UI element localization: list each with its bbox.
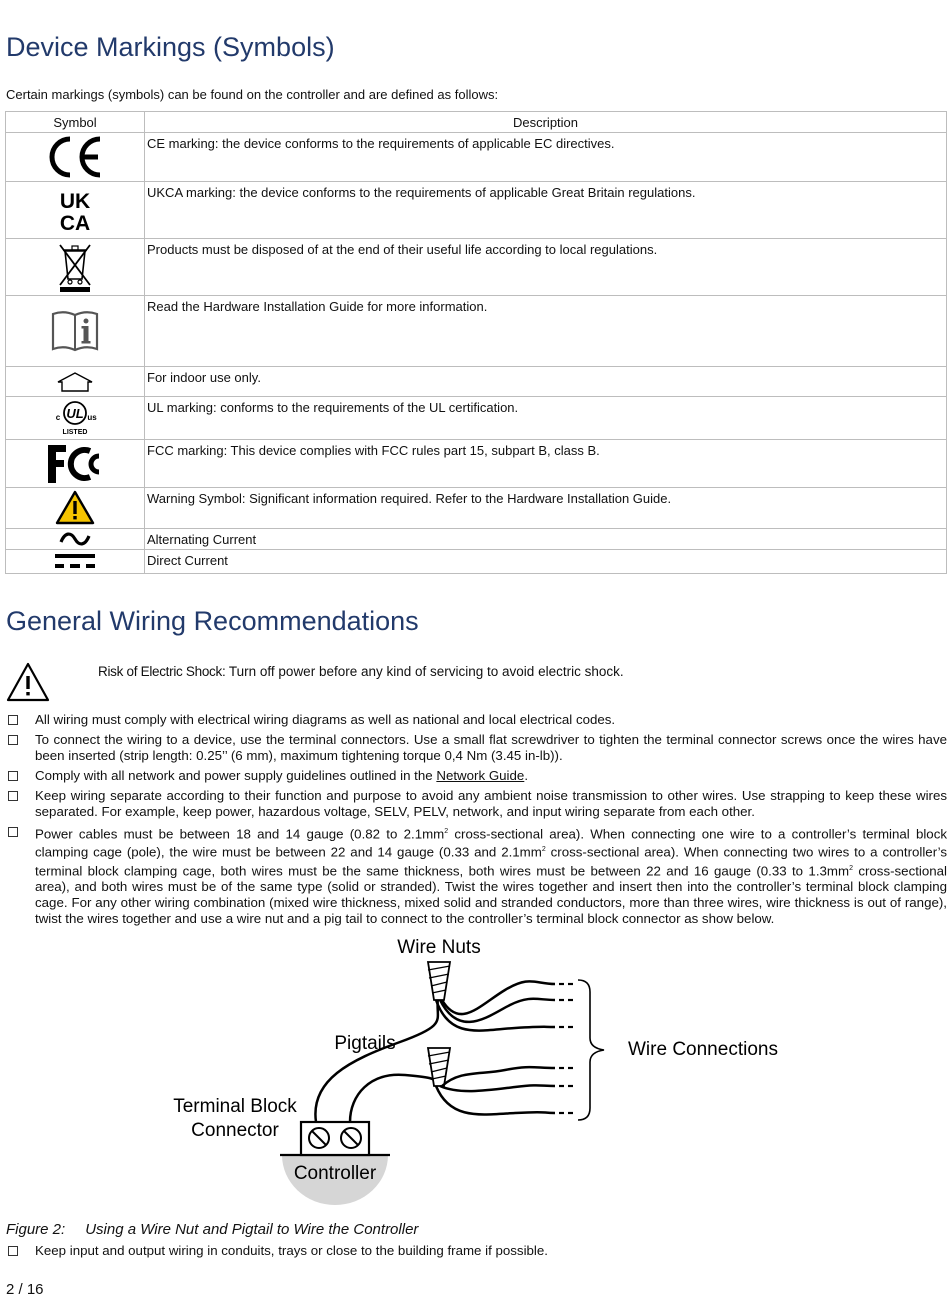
table-cell-description: Warning Symbol: Significant information required. Refer to the Hardware Installation Guide. <box>145 488 947 529</box>
list-item: To connect the wiring to a device, use the terminal connectors. Use a small flat screwdriver to tighten the terminal connector screws once the wires have been inserted (strip length: 0.25’’ (6 mm), maximum tightening torque 0,4 Nm (3.45 in-lb)). <box>6 732 947 764</box>
fcc-mark-icon <box>46 443 104 485</box>
markings-intro: Certain markings (symbols) can be found on the controller and are defined as follows: <box>6 87 499 102</box>
wire-connections-brace <box>578 980 604 1120</box>
svg-text:CA: CA <box>59 212 91 233</box>
label-pigtails: Pigtails <box>334 1033 396 1054</box>
table-row <box>6 182 947 239</box>
page-number: 2 / 16 <box>6 1281 44 1298</box>
table-cell-description: UL marking: conforms to the requirements of the UL certification. <box>145 397 947 440</box>
table-row <box>6 296 947 367</box>
pigtail-wire <box>350 1075 438 1122</box>
list-item: Keep input and output wiring in conduits, trays or close to the building frame if possible. <box>6 1243 950 1258</box>
markings-table <box>5 111 947 574</box>
table-cell-description: Alternating Current <box>145 529 947 550</box>
bullet-box-icon <box>8 791 18 801</box>
label-controller: Controller <box>293 1163 377 1184</box>
column-header-symbol: Symbol <box>6 112 145 133</box>
table-cell-description: Direct Current <box>145 550 947 574</box>
table-header-row <box>6 112 947 133</box>
table-row <box>6 133 947 182</box>
label-wire-nuts: Wire Nuts <box>397 937 481 958</box>
bullet-box-icon <box>8 827 18 837</box>
wiring-diagram-figure <box>160 930 800 1210</box>
svg-text:LISTED: LISTED <box>62 429 88 436</box>
list-item: All wiring must comply with electrical wiring diagrams as well as national and local electrical codes. <box>6 712 947 728</box>
table-row <box>6 397 947 440</box>
table-row <box>6 550 947 574</box>
bullet-box-icon <box>8 715 18 725</box>
pigtail-wire <box>315 998 438 1122</box>
svg-text:c: c <box>55 413 61 422</box>
section-title-device-markings: Device Markings (Symbols) <box>6 32 335 62</box>
label-terminal-block: Terminal Block <box>173 1096 297 1117</box>
figure-caption: Figure 2: Using a Wire Nut and Pigtail to Wire the Controller <box>6 1221 419 1238</box>
label-wire-connections: Wire Connections <box>628 1039 778 1060</box>
dc-symbol-icon <box>54 552 96 572</box>
bullet-box-icon <box>8 735 18 745</box>
table-row <box>6 367 947 397</box>
table-cell-description: FCC marking: This device complies with FCC rules part 15, subpart B, class B. <box>145 440 947 488</box>
table-row <box>6 239 947 296</box>
table-row <box>6 488 947 529</box>
ukca-mark-icon <box>53 187 97 233</box>
electric-shock-warning-icon <box>6 662 50 702</box>
manual-info-icon <box>51 309 99 353</box>
section-title-wiring: General Wiring Recommendations <box>6 606 419 636</box>
table-cell-description: CE marking: the device conforms to the requirements of applicable EC directives. <box>145 133 947 182</box>
svg-text:us: us <box>87 413 97 422</box>
table-cell-description: Read the Hardware Installation Guide for more information. <box>145 296 947 367</box>
warning-triangle-icon <box>55 490 95 526</box>
ul-listed-icon <box>52 399 98 437</box>
ce-mark-icon <box>45 135 105 179</box>
label-connector: Connector <box>191 1120 279 1141</box>
list-item: Keep wiring separate according to their function and purpose to avoid any ambient noise transmission to other wires. Use strapping to keep these wires separated. For example, keep power, hazardous voltage, SELV, PELV, network, and input wiring separate from each other. <box>6 788 947 820</box>
table-cell-description: UKCA marking: the device conforms to the requirements of applicable Great Britain regulations. <box>145 182 947 239</box>
svg-text:UK: UK <box>59 190 91 213</box>
table-cell-description: Products must be disposed of at the end of their useful life according to local regulations. <box>145 239 947 296</box>
list-item: Comply with all network and power supply guidelines outlined in the Network Guide. <box>6 768 947 784</box>
indoor-house-icon <box>56 371 94 393</box>
wiring-bullet-list <box>6 712 947 931</box>
table-row <box>6 529 947 550</box>
network-guide-link[interactable]: Network Guide <box>436 768 525 783</box>
svg-text:UL: UL <box>66 406 84 421</box>
bullet-box-icon <box>8 1246 18 1256</box>
column-header-description: Description <box>145 112 947 133</box>
list-item: Power cables must be between 18 and 14 gauge (0.82 to $2.1mm^2$ cross-sectional area). When connecting one wire to a controller’s terminal block clamping cage (pole), the wire must be between 22 and 14 gauge (0.33 and $2.1mm^2$ cross-sectional area). When connecting two wires to a controller’s terminal block clamping cage, both wires must be the same thickness, both wires must be between 22 and 16 gauge (0.33 to $1.3mm^2$ cross-sectional area), and both wires must be of the same type (solid or stranded). Twist the wires together and insert then into the controller’s terminal block clamping cage. For any other wiring combination (mixed wire thickness, mixed solid and stranded conductors, more than three wires, wire thickness is out of range), twist the wires together and use a wire nut and a pig tail to connect to the controller’s terminal block connector as show below. <box>6 824 947 927</box>
bullet-box-icon <box>8 771 18 781</box>
warning-label: Risk of Electric Shock: <box>98 664 226 679</box>
electric-shock-warning <box>98 664 624 679</box>
ac-symbol-icon <box>58 530 92 548</box>
weee-bin-icon <box>55 241 95 293</box>
table-cell-description: For indoor use only. <box>145 367 947 397</box>
table-row <box>6 440 947 488</box>
warning-text: Turn off power before any kind of servicing to avoid electric shock. <box>225 664 624 679</box>
